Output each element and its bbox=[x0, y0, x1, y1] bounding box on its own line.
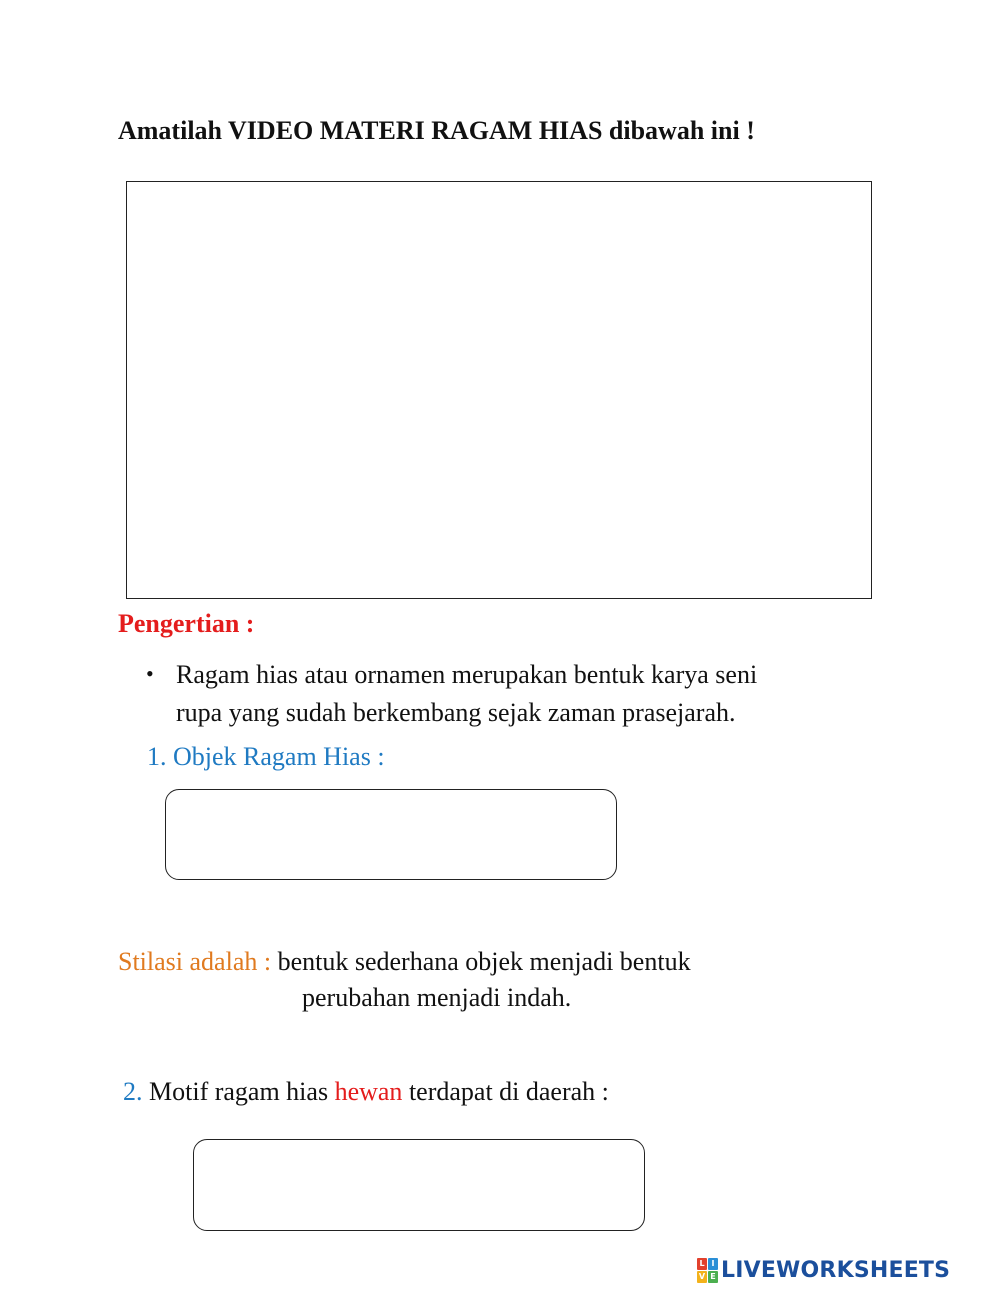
motif-hewan-text-before: Motif ragam hias bbox=[142, 1077, 335, 1106]
liveworksheets-wordmark: LIVEWORKSHEETS bbox=[721, 1257, 951, 1283]
objek-ragam-hias-label: 1. Objek Ragam Hias : bbox=[147, 742, 385, 771]
stilasi-definition-1: bentuk sederhana objek menjadi bentuk bbox=[271, 947, 691, 976]
stilasi-line-1 bbox=[118, 944, 691, 980]
pengertian-line-2: rupa yang sudah berkembang sejak zaman prasejarah. bbox=[176, 698, 736, 727]
pengertian-line-1: Ragam hias atau ornamen merupakan bentuk karya seni bbox=[176, 660, 758, 689]
liveworksheets-brand[interactable] bbox=[697, 1257, 950, 1283]
page-heading: Amatilah VIDEO MATERI RAGAM HIAS dibawah ini ! bbox=[118, 116, 755, 145]
logo-letter-i: I bbox=[708, 1258, 718, 1270]
logo-letter-e: E bbox=[708, 1271, 718, 1283]
motif-hewan-question bbox=[123, 1077, 609, 1107]
logo-letter-v: V bbox=[698, 1272, 706, 1281]
pengertian-text bbox=[176, 656, 856, 732]
motif-hewan-number: 2. bbox=[123, 1077, 143, 1106]
pengertian-label: Pengertian : bbox=[118, 609, 255, 638]
motif-hewan-answer-box[interactable] bbox=[193, 1139, 645, 1231]
objek-ragam-hias-answer-box[interactable] bbox=[165, 789, 617, 880]
liveworksheets-logo-icon bbox=[697, 1258, 718, 1283]
logo-letter-l: L bbox=[697, 1258, 707, 1270]
bullet-icon: • bbox=[146, 661, 154, 686]
video-frame[interactable] bbox=[126, 181, 872, 599]
stilasi-definition-2: perubahan menjadi indah. bbox=[302, 983, 572, 1012]
motif-hewan-text-after: terdapat di daerah : bbox=[402, 1077, 609, 1106]
stilasi-label: Stilasi adalah : bbox=[118, 947, 272, 976]
motif-hewan-highlight: hewan bbox=[334, 1077, 403, 1106]
